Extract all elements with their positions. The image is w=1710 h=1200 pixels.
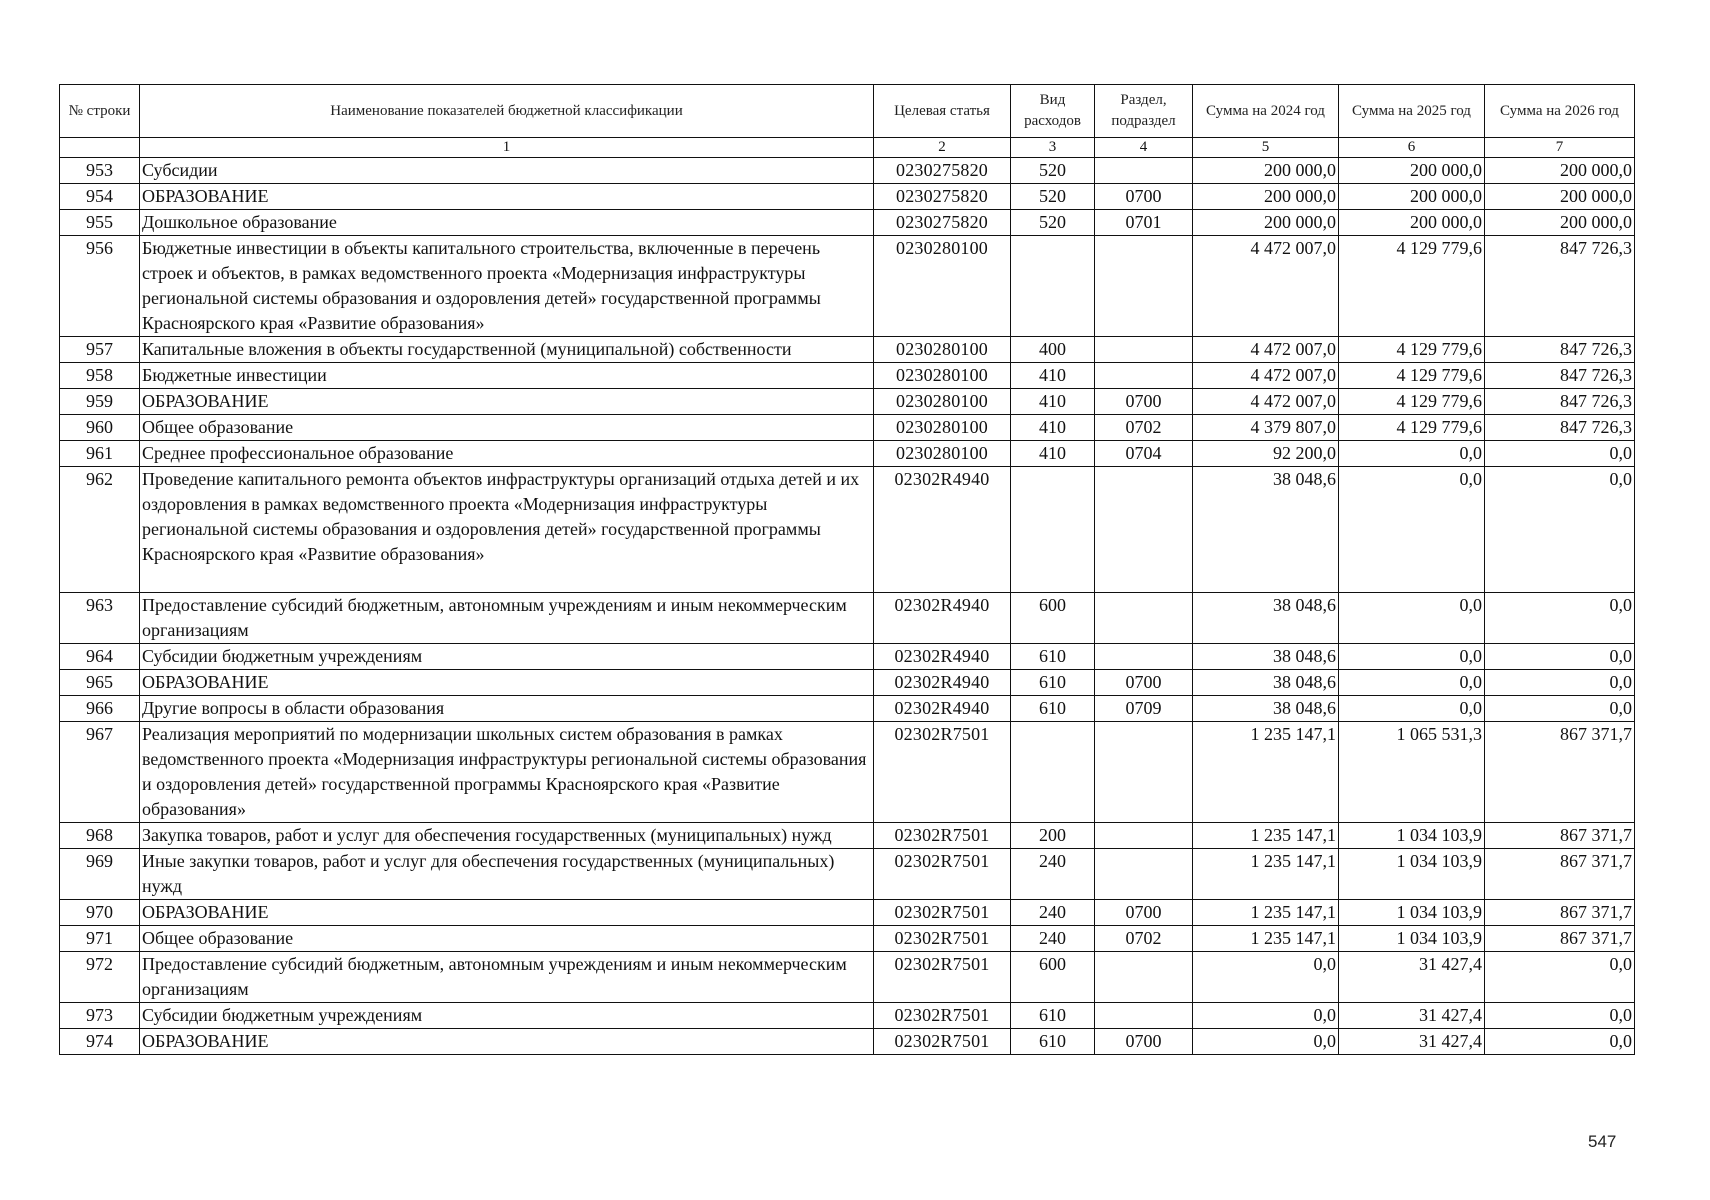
row-sum-2026: 847 726,3 — [1485, 415, 1635, 441]
row-vid: 600 — [1011, 593, 1095, 644]
row-sum-2026: 0,0 — [1485, 1029, 1635, 1055]
column-number: 4 — [1095, 138, 1193, 158]
table-row — [60, 952, 1635, 1003]
row-code: 02302R7501 — [874, 926, 1011, 952]
row-sum-2024: 1 235 147,1 — [1193, 900, 1339, 926]
row-code: 02302R4940 — [874, 670, 1011, 696]
column-number-blank — [60, 138, 140, 158]
row-sum-2024: 1 235 147,1 — [1193, 926, 1339, 952]
row-sum-2024: 4 472 007,0 — [1193, 363, 1339, 389]
row-name: Предоставление субсидий бюджетным, автономным учреждениям и иным некоммерческим организациям — [140, 952, 874, 1003]
row-sum-2024: 38 048,6 — [1193, 467, 1339, 593]
row-sum-2024: 0,0 — [1193, 1003, 1339, 1029]
row-vid: 520 — [1011, 158, 1095, 184]
row-code: 02302R4940 — [874, 644, 1011, 670]
row-sum-2024: 38 048,6 — [1193, 696, 1339, 722]
row-code: 02302R7501 — [874, 722, 1011, 823]
table-row — [60, 926, 1635, 952]
row-vid: 610 — [1011, 696, 1095, 722]
row-vid — [1011, 467, 1095, 593]
row-code: 0230280100 — [874, 363, 1011, 389]
row-number: 974 — [60, 1029, 140, 1055]
header-sum2026: Сумма на 2026 год — [1485, 85, 1635, 138]
row-sum-2026: 867 371,7 — [1485, 900, 1635, 926]
row-sum-2024: 38 048,6 — [1193, 593, 1339, 644]
row-vid: 410 — [1011, 389, 1095, 415]
row-razdel: 0702 — [1095, 415, 1193, 441]
row-name: Капитальные вложения в объекты государственной (муниципальной) собственности — [140, 337, 874, 363]
row-code: 02302R7501 — [874, 849, 1011, 900]
row-sum-2025: 1 065 531,3 — [1339, 722, 1485, 823]
table-row — [60, 337, 1635, 363]
budget-table — [59, 84, 1635, 1055]
row-name: Общее образование — [140, 415, 874, 441]
row-sum-2026: 0,0 — [1485, 696, 1635, 722]
row-sum-2026: 847 726,3 — [1485, 337, 1635, 363]
row-razdel: 0700 — [1095, 1029, 1193, 1055]
row-sum-2024: 200 000,0 — [1193, 210, 1339, 236]
table-row — [60, 696, 1635, 722]
row-number: 970 — [60, 900, 140, 926]
row-name: Субсидии — [140, 158, 874, 184]
row-sum-2026: 0,0 — [1485, 1003, 1635, 1029]
table-row — [60, 1029, 1635, 1055]
table-row — [60, 184, 1635, 210]
row-vid: 240 — [1011, 849, 1095, 900]
table-row — [60, 722, 1635, 823]
row-name: Предоставление субсидий бюджетным, автономным учреждениям и иным некоммерческим организациям — [140, 593, 874, 644]
row-sum-2026: 847 726,3 — [1485, 389, 1635, 415]
row-sum-2026: 200 000,0 — [1485, 210, 1635, 236]
row-vid: 410 — [1011, 441, 1095, 467]
row-number: 965 — [60, 670, 140, 696]
row-code: 0230280100 — [874, 337, 1011, 363]
table-row — [60, 670, 1635, 696]
row-name: Другие вопросы в области образования — [140, 696, 874, 722]
row-sum-2026: 867 371,7 — [1485, 823, 1635, 849]
row-razdel — [1095, 849, 1193, 900]
row-name: Проведение капитального ремонта объектов инфраструктуры организаций отдыха детей и их оздоровления в рамках ведомственного проекта «Модернизация инфраструктуры региональной системы образования и оздоровления детей» государственной программы Красноярского края «Развитие образования» — [140, 467, 874, 593]
row-razdel: 0700 — [1095, 670, 1193, 696]
row-razdel — [1095, 337, 1193, 363]
row-name: Иные закупки товаров, работ и услуг для обеспечения государственных (муниципальных) нужд — [140, 849, 874, 900]
row-sum-2024: 38 048,6 — [1193, 644, 1339, 670]
row-sum-2025: 1 034 103,9 — [1339, 900, 1485, 926]
row-vid: 240 — [1011, 900, 1095, 926]
row-vid: 200 — [1011, 823, 1095, 849]
row-sum-2024: 1 235 147,1 — [1193, 722, 1339, 823]
row-sum-2025: 0,0 — [1339, 467, 1485, 593]
row-name: ОБРАЗОВАНИЕ — [140, 389, 874, 415]
row-name: Среднее профессиональное образование — [140, 441, 874, 467]
row-number: 966 — [60, 696, 140, 722]
row-code: 02302R7501 — [874, 1003, 1011, 1029]
row-vid: 410 — [1011, 415, 1095, 441]
row-sum-2025: 4 129 779,6 — [1339, 415, 1485, 441]
row-vid: 610 — [1011, 670, 1095, 696]
row-vid: 400 — [1011, 337, 1095, 363]
row-number: 959 — [60, 389, 140, 415]
row-number: 955 — [60, 210, 140, 236]
header-row — [60, 85, 1635, 138]
row-sum-2026: 0,0 — [1485, 441, 1635, 467]
row-razdel — [1095, 722, 1193, 823]
row-code: 0230275820 — [874, 184, 1011, 210]
row-number: 963 — [60, 593, 140, 644]
row-code: 02302R7501 — [874, 1029, 1011, 1055]
row-razdel — [1095, 593, 1193, 644]
row-number: 972 — [60, 952, 140, 1003]
row-sum-2026: 867 371,7 — [1485, 849, 1635, 900]
header-razdel: Раздел, подраздел — [1095, 85, 1193, 138]
row-sum-2025: 4 129 779,6 — [1339, 363, 1485, 389]
row-sum-2026: 867 371,7 — [1485, 926, 1635, 952]
row-sum-2024: 200 000,0 — [1193, 184, 1339, 210]
row-name: Бюджетные инвестиции в объекты капитального строительства, включенные в перечень строек и объектов, в рамках ведомственного проекта «Модернизация инфраструктуры региональной системы образования и оздоровления детей» государственной программы Красноярского края «Развитие образования» — [140, 236, 874, 337]
row-sum-2025: 31 427,4 — [1339, 1003, 1485, 1029]
column-numbers-row — [60, 138, 1635, 158]
row-vid: 410 — [1011, 363, 1095, 389]
row-sum-2024: 4 472 007,0 — [1193, 337, 1339, 363]
row-vid: 610 — [1011, 644, 1095, 670]
row-sum-2024: 0,0 — [1193, 952, 1339, 1003]
header-sum2025: Сумма на 2025 год — [1339, 85, 1485, 138]
row-vid — [1011, 722, 1095, 823]
row-sum-2026: 867 371,7 — [1485, 722, 1635, 823]
row-name: Общее образование — [140, 926, 874, 952]
row-number: 964 — [60, 644, 140, 670]
row-name: ОБРАЗОВАНИЕ — [140, 670, 874, 696]
page-number: 547 — [1588, 1132, 1617, 1151]
row-razdel — [1095, 158, 1193, 184]
row-sum-2025: 0,0 — [1339, 593, 1485, 644]
row-razdel: 0709 — [1095, 696, 1193, 722]
table-row — [60, 823, 1635, 849]
row-sum-2026: 0,0 — [1485, 670, 1635, 696]
header-sum2024: Сумма на 2024 год — [1193, 85, 1339, 138]
row-code: 02302R4940 — [874, 696, 1011, 722]
row-code: 0230280100 — [874, 441, 1011, 467]
row-code: 0230280100 — [874, 236, 1011, 337]
row-sum-2026: 0,0 — [1485, 467, 1635, 593]
table-row — [60, 389, 1635, 415]
row-sum-2024: 4 472 007,0 — [1193, 389, 1339, 415]
row-name: Дошкольное образование — [140, 210, 874, 236]
row-vid: 610 — [1011, 1003, 1095, 1029]
row-number: 971 — [60, 926, 140, 952]
table-row — [60, 849, 1635, 900]
row-vid: 520 — [1011, 184, 1095, 210]
row-razdel — [1095, 823, 1193, 849]
row-sum-2025: 4 129 779,6 — [1339, 389, 1485, 415]
row-sum-2026: 847 726,3 — [1485, 236, 1635, 337]
row-sum-2024: 4 472 007,0 — [1193, 236, 1339, 337]
row-code: 0230275820 — [874, 210, 1011, 236]
row-vid: 520 — [1011, 210, 1095, 236]
table-row — [60, 644, 1635, 670]
row-vid: 240 — [1011, 926, 1095, 952]
row-name: ОБРАЗОВАНИЕ — [140, 1029, 874, 1055]
row-number: 954 — [60, 184, 140, 210]
table-row — [60, 467, 1635, 593]
row-sum-2025: 200 000,0 — [1339, 184, 1485, 210]
row-sum-2024: 1 235 147,1 — [1193, 849, 1339, 900]
row-name: Субсидии бюджетным учреждениям — [140, 1003, 874, 1029]
row-sum-2026: 847 726,3 — [1485, 363, 1635, 389]
row-razdel: 0704 — [1095, 441, 1193, 467]
row-number: 969 — [60, 849, 140, 900]
table-row — [60, 900, 1635, 926]
column-number: 1 — [140, 138, 874, 158]
table-row — [60, 415, 1635, 441]
row-vid: 610 — [1011, 1029, 1095, 1055]
row-razdel: 0702 — [1095, 926, 1193, 952]
row-sum-2025: 1 034 103,9 — [1339, 926, 1485, 952]
row-sum-2024: 4 379 807,0 — [1193, 415, 1339, 441]
row-number: 961 — [60, 441, 140, 467]
table-row — [60, 158, 1635, 184]
column-number: 3 — [1011, 138, 1095, 158]
row-razdel — [1095, 467, 1193, 593]
row-code: 02302R7501 — [874, 823, 1011, 849]
row-sum-2026: 0,0 — [1485, 644, 1635, 670]
column-number: 5 — [1193, 138, 1339, 158]
row-sum-2025: 0,0 — [1339, 670, 1485, 696]
row-number: 958 — [60, 363, 140, 389]
row-sum-2025: 0,0 — [1339, 441, 1485, 467]
row-razdel — [1095, 1003, 1193, 1029]
row-number: 953 — [60, 158, 140, 184]
row-sum-2025: 4 129 779,6 — [1339, 236, 1485, 337]
row-sum-2025: 31 427,4 — [1339, 1029, 1485, 1055]
row-code: 02302R4940 — [874, 467, 1011, 593]
table-body — [60, 158, 1635, 1055]
table-row — [60, 363, 1635, 389]
header-name: Наименование показателей бюджетной классификации — [140, 85, 874, 138]
row-name: ОБРАЗОВАНИЕ — [140, 900, 874, 926]
row-vid: 600 — [1011, 952, 1095, 1003]
table-row — [60, 236, 1635, 337]
row-sum-2025: 200 000,0 — [1339, 158, 1485, 184]
row-razdel: 0700 — [1095, 389, 1193, 415]
row-code: 0230280100 — [874, 389, 1011, 415]
row-sum-2026: 200 000,0 — [1485, 158, 1635, 184]
row-sum-2024: 200 000,0 — [1193, 158, 1339, 184]
table-row — [60, 210, 1635, 236]
row-razdel: 0701 — [1095, 210, 1193, 236]
row-razdel — [1095, 363, 1193, 389]
row-name: Реализация мероприятий по модернизации школьных систем образования в рамках ведомственного проекта «Модернизация инфраструктуры региональной системы образования и оздоровления детей» государственной программы Красноярского края «Развитие образования» — [140, 722, 874, 823]
row-code: 02302R4940 — [874, 593, 1011, 644]
row-code: 02302R7501 — [874, 900, 1011, 926]
row-sum-2026: 200 000,0 — [1485, 184, 1635, 210]
row-razdel — [1095, 952, 1193, 1003]
row-sum-2025: 0,0 — [1339, 644, 1485, 670]
row-razdel: 0700 — [1095, 900, 1193, 926]
row-number: 967 — [60, 722, 140, 823]
row-number: 962 — [60, 467, 140, 593]
row-sum-2024: 0,0 — [1193, 1029, 1339, 1055]
row-razdel — [1095, 644, 1193, 670]
row-razdel: 0700 — [1095, 184, 1193, 210]
column-number: 2 — [874, 138, 1011, 158]
row-sum-2026: 0,0 — [1485, 593, 1635, 644]
row-sum-2025: 1 034 103,9 — [1339, 849, 1485, 900]
row-sum-2024: 92 200,0 — [1193, 441, 1339, 467]
header-vid: Вид расходов — [1011, 85, 1095, 138]
column-number: 7 — [1485, 138, 1635, 158]
row-sum-2025: 1 034 103,9 — [1339, 823, 1485, 849]
column-number: 6 — [1339, 138, 1485, 158]
row-code: 0230275820 — [874, 158, 1011, 184]
row-number: 957 — [60, 337, 140, 363]
header-num: № строки — [60, 85, 140, 138]
row-sum-2025: 0,0 — [1339, 696, 1485, 722]
header-code: Целевая статья — [874, 85, 1011, 138]
row-code: 0230280100 — [874, 415, 1011, 441]
row-name: Закупка товаров, работ и услуг для обеспечения государственных (муниципальных) нужд — [140, 823, 874, 849]
table-row — [60, 441, 1635, 467]
row-sum-2024: 1 235 147,1 — [1193, 823, 1339, 849]
row-razdel — [1095, 236, 1193, 337]
row-sum-2024: 38 048,6 — [1193, 670, 1339, 696]
table-row — [60, 1003, 1635, 1029]
row-number: 956 — [60, 236, 140, 337]
row-name: Субсидии бюджетным учреждениям — [140, 644, 874, 670]
row-number: 960 — [60, 415, 140, 441]
table-row — [60, 593, 1635, 644]
row-sum-2025: 200 000,0 — [1339, 210, 1485, 236]
row-sum-2025: 4 129 779,6 — [1339, 337, 1485, 363]
row-sum-2025: 31 427,4 — [1339, 952, 1485, 1003]
row-code: 02302R7501 — [874, 952, 1011, 1003]
row-name: ОБРАЗОВАНИЕ — [140, 184, 874, 210]
row-name: Бюджетные инвестиции — [140, 363, 874, 389]
row-number: 968 — [60, 823, 140, 849]
row-vid — [1011, 236, 1095, 337]
row-number: 973 — [60, 1003, 140, 1029]
row-sum-2026: 0,0 — [1485, 952, 1635, 1003]
